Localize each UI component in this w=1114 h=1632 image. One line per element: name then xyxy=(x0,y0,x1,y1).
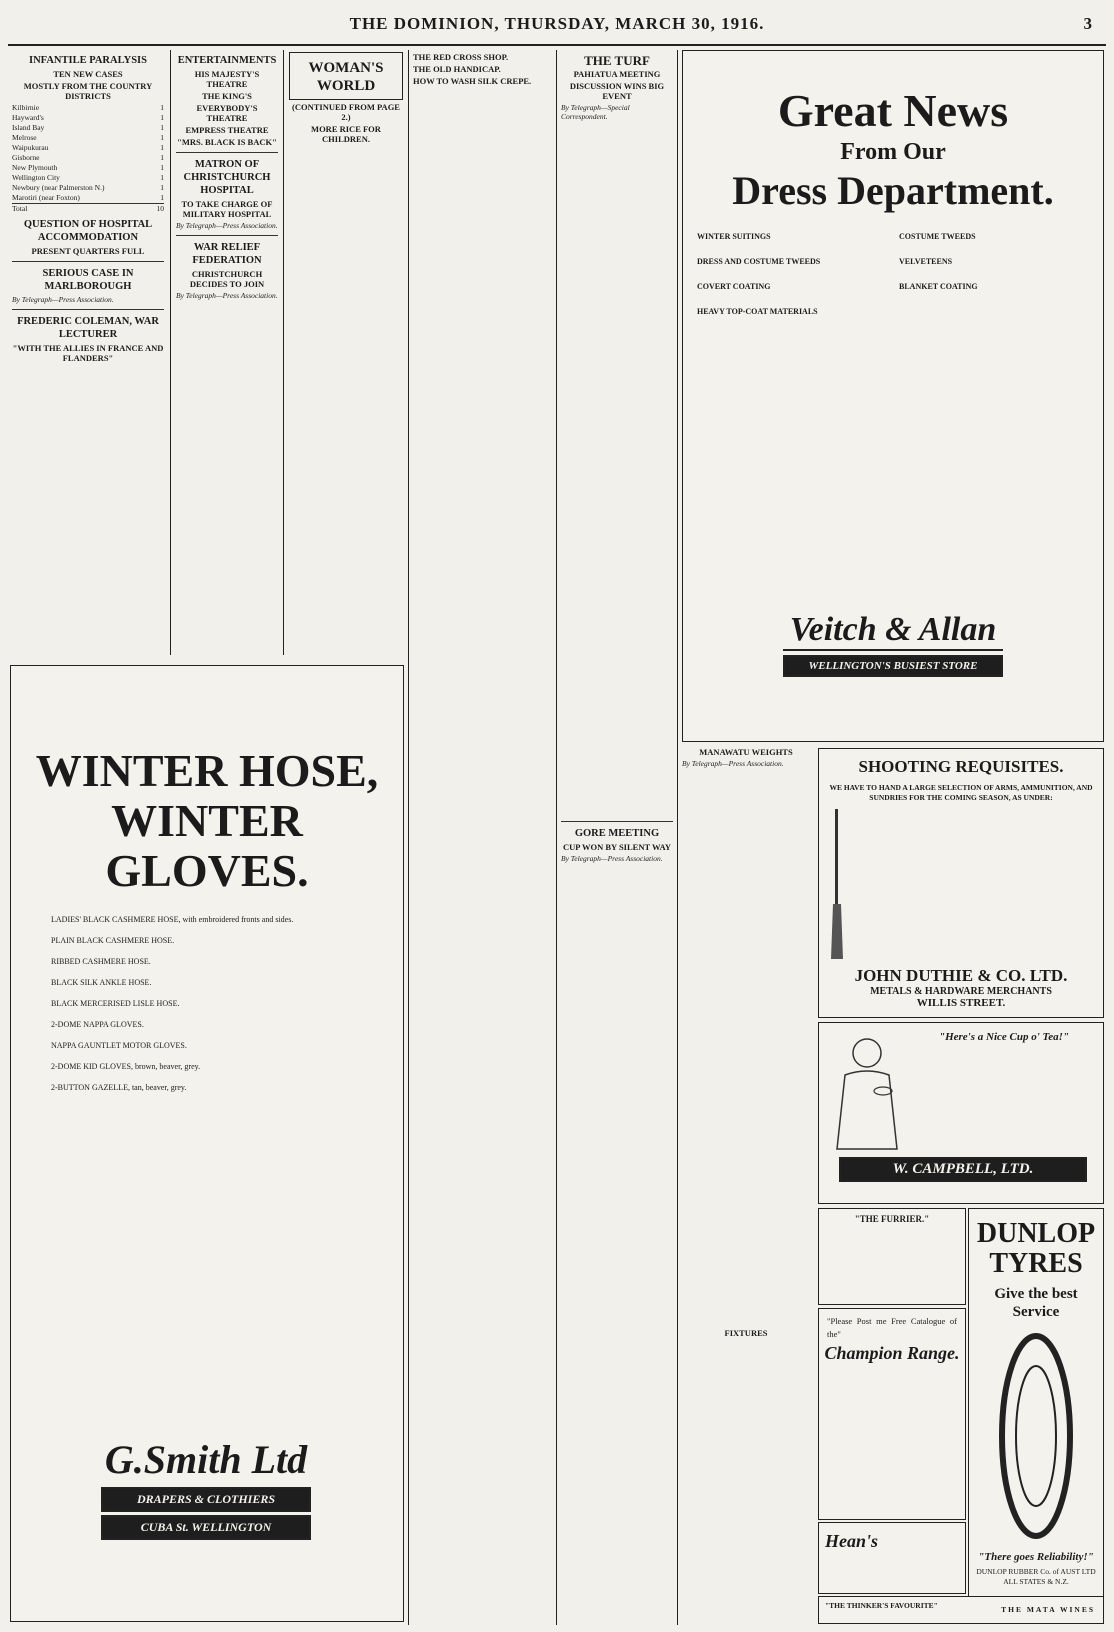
list-item: Melrose 1 xyxy=(12,133,164,142)
subhead: HOW TO WASH SILK CREPE. xyxy=(413,76,532,86)
list-item: WINTER SUITINGS xyxy=(697,232,771,241)
shotgun-illustration xyxy=(829,809,845,959)
subhead: (CONTINUED FROM PAGE 2.) xyxy=(292,102,400,122)
subhead: PAHIATUA MEETING xyxy=(573,69,661,79)
brand-sub: WELLINGTON'S BUSIEST STORE xyxy=(783,655,1003,677)
column-turf-cont xyxy=(682,745,810,1625)
veitch-allan-logo xyxy=(783,611,1003,677)
newspaper-title: THE DOMINION, THURSDAY, MARCH 30, 1916. xyxy=(349,14,765,33)
ad-item-list xyxy=(51,914,363,1093)
list-item: COVERT COATING xyxy=(697,282,771,291)
byline: By Telegraph—Press Association. xyxy=(12,295,114,304)
ad-champion-range xyxy=(818,1308,966,1520)
list-item: Hayward's 1 xyxy=(12,113,164,122)
footer-right: THE MATA WINES xyxy=(1001,1605,1095,1614)
ad-coupon: "Please Post me Free Catalogue of the" xyxy=(827,1316,957,1339)
headline-infantile-paralysis: INFANTILE PARALYSIS xyxy=(29,55,147,66)
ad-shooting-requisites xyxy=(818,748,1104,1018)
divider xyxy=(176,152,278,153)
column-divider xyxy=(556,50,557,1625)
ad-title-line1: WINTER HOSE, xyxy=(35,745,379,796)
subhead: MORE RICE FOR CHILDREN. xyxy=(311,124,381,144)
headline: MATRON OF CHRISTCHURCH HOSPITAL xyxy=(183,159,271,196)
headline: GORE MEETING xyxy=(574,828,660,839)
list-item: New Plymouth 1 xyxy=(12,163,164,172)
byline: By Telegraph—Press Association. xyxy=(561,854,663,863)
woman-with-teacup-icon xyxy=(827,1031,907,1151)
masthead-rule xyxy=(8,44,1106,46)
subhead: PRESENT QUARTERS FULL xyxy=(31,246,145,256)
ad-heans xyxy=(818,1522,966,1594)
ad-title: "THE FURRIER." xyxy=(854,1214,930,1224)
column-divider xyxy=(170,50,171,655)
byline: By Telegraph—Press Association. xyxy=(682,759,784,768)
list-item: NAPPA GAUNTLET MOTOR GLOVES. xyxy=(51,1041,187,1050)
ad-footer: DUNLOP RUBBER Co. of AUST LTD ALL STATES & N.Z. xyxy=(976,1567,1096,1586)
list-item: LADIES' BLACK CASHMERE HOSE, with embroidered fronts and sides. xyxy=(51,915,294,924)
ad-items-right xyxy=(899,231,1089,331)
duthie-block xyxy=(819,966,1103,1009)
ad-dunlop-tyres xyxy=(968,1208,1104,1615)
column-divider xyxy=(677,50,678,1625)
subhead: FIXTURES xyxy=(724,1328,768,1338)
list-item: PLAIN BLACK CASHMERE HOSE. xyxy=(51,936,175,945)
ad-winter-hose xyxy=(10,665,404,1622)
list-item: Gisborne 1 xyxy=(12,153,164,162)
ad-footer-strip xyxy=(818,1596,1104,1624)
masthead xyxy=(0,6,1114,44)
column-divider xyxy=(408,50,409,1625)
headline-the-turf: THE TURF xyxy=(584,53,650,68)
divider xyxy=(561,821,673,822)
headline: FREDERIC COLEMAN, WAR LECTURER xyxy=(17,316,159,340)
ad-from: From Our xyxy=(840,139,946,165)
firm-name: JOHN DUTHIE & CO. LTD. xyxy=(854,966,1068,985)
firm-sub: METALS & HARDWARE MERCHANTS xyxy=(870,986,1052,997)
list-item: RIBBED CASHMERE HOSE. xyxy=(51,957,151,966)
brand-name: Hean's xyxy=(825,1531,879,1551)
subhead: CHRISTCHURCH DECIDES TO JOIN xyxy=(189,269,265,289)
smith-logo xyxy=(101,1436,311,1540)
list-item: 2-DOME KID GLOVES, brown, beaver, grey. xyxy=(51,1062,201,1071)
list-item: Kilbirnie 1 xyxy=(12,103,164,112)
list-item: Waipukurau 1 xyxy=(12,143,164,152)
headline: WAR RELIEF FEDERATION xyxy=(192,242,262,266)
divider xyxy=(12,309,164,310)
subhead: EMPRESS THEATRE xyxy=(185,125,269,135)
ad-items xyxy=(697,231,1089,331)
subhead: "WITH THE ALLIES IN FRANCE AND FLANDERS" xyxy=(12,343,164,363)
list-item: COSTUME TWEEDS xyxy=(899,232,976,241)
ad-great-news xyxy=(682,50,1104,742)
list-item: BLANKET COATING xyxy=(899,282,978,291)
subhead: MANAWATU WEIGHTS xyxy=(699,747,793,757)
campbell-logo: W. CAMPBELL, LTD. xyxy=(839,1157,1087,1182)
divider xyxy=(176,235,278,236)
subhead: TO TAKE CHARGE OF MILITARY HOSPITAL xyxy=(181,199,273,219)
headline: SERIOUS CASE IN MARLBOROUGH xyxy=(42,268,134,292)
ad-department: Dress Department. xyxy=(732,168,1054,213)
list-item: Island Bay 1 xyxy=(12,123,164,132)
column-womans-world xyxy=(289,50,403,655)
divider xyxy=(12,261,164,262)
column-divider xyxy=(283,50,284,655)
subhead: EVERYBODY'S THEATRE xyxy=(196,103,258,123)
brand-name: Veitch & Allan xyxy=(783,611,1003,651)
subhead: TEN NEW CASES xyxy=(53,69,123,79)
list-total: Total 10 xyxy=(12,204,164,213)
cases-list xyxy=(12,103,164,214)
ad-title-line2: WINTER GLOVES. xyxy=(105,795,309,896)
list-item: Wellington City 1 xyxy=(12,173,164,182)
brand-name: G.Smith Ltd xyxy=(104,1437,308,1482)
ad-title: Champion Range. xyxy=(824,1343,960,1363)
column-news-1 xyxy=(12,50,164,655)
list-item: Newbury (near Palmerston N.) 1 xyxy=(12,183,164,192)
tyre-illustration xyxy=(996,1331,1076,1541)
list-item: 2-DOME NAPPA GLOVES. xyxy=(51,1020,144,1029)
list-item: BLACK SILK ANKLE HOSE. xyxy=(51,978,152,987)
subhead: MOSTLY FROM THE COUNTRY DISTRICTS xyxy=(23,81,153,101)
tyre-icon xyxy=(996,1331,1076,1541)
list-item: 2-BUTTON GAZELLE, tan, beaver, grey. xyxy=(51,1083,187,1092)
ad-title: SHOOTING REQUISITES. xyxy=(858,757,1064,776)
ad-title: DUNLOP TYRES xyxy=(976,1218,1096,1279)
shotgun-icon xyxy=(829,809,845,959)
byline: By Telegraph—Press Association. xyxy=(176,221,278,230)
ad-nice-cup-of-tea xyxy=(818,1022,1104,1204)
brand-sub: DRAPERS & CLOTHIERS xyxy=(101,1487,311,1512)
column-entertainments xyxy=(176,50,278,655)
list-item: HEAVY TOP-COAT MATERIALS xyxy=(697,307,818,316)
subhead: CUP WON BY SILENT WAY xyxy=(562,842,672,852)
column-turf xyxy=(561,50,673,1625)
ad-furrier xyxy=(818,1208,966,1305)
page-number: 3 xyxy=(1083,14,1092,33)
subhead: DISCUSSION WINS BIG EVENT xyxy=(569,81,665,101)
subhead: THE RED CROSS SHOP. xyxy=(413,52,509,62)
subhead: THE KING'S xyxy=(202,91,252,101)
subhead: HIS MAJESTY'S THEATRE xyxy=(194,69,260,89)
footer-left: "THE THINKER'S FAVOURITE" xyxy=(825,1601,938,1610)
ad-title: "Here's a Nice Cup o' Tea!" xyxy=(938,1031,1070,1043)
list-item: DRESS AND COSTUME TWEEDS xyxy=(697,257,821,266)
firm-address: WILLIS STREET. xyxy=(916,997,1006,1009)
womans-world-banner xyxy=(289,52,403,100)
ad-title: Great News xyxy=(777,85,1009,136)
byline: By Telegraph—Special Correspondent. xyxy=(561,103,630,121)
tea-illustration xyxy=(827,1031,907,1151)
byline: By Telegraph—Press Association. xyxy=(176,291,278,300)
list-item: BLACK MERCERISED LISLE HOSE. xyxy=(51,999,180,1008)
ad-tag: WE HAVE TO HAND A LARGE SELECTION OF ARMS, AMMUNITION, AND SUNDRIES FOR THE COMING SEASON, AS UNDER: xyxy=(829,783,1093,802)
list-item: VELVETEENS xyxy=(899,257,953,266)
ad-items-left xyxy=(697,231,887,331)
subhead: THE OLD HANDICAP. xyxy=(413,64,501,74)
brand-address: CUBA St. WELLINGTON xyxy=(101,1515,311,1540)
column-womans-world-cont xyxy=(413,50,551,1625)
ad-slogan-2: "There goes Reliability!" xyxy=(978,1551,1094,1563)
headline: QUESTION OF HOSPITAL ACCOMMODATION xyxy=(23,219,153,243)
headline-entertainments: ENTERTAINMENTS xyxy=(177,55,277,66)
list-item: Marotiri (near Foxton) 1 xyxy=(12,193,164,202)
ad-slogan: Give the best Service xyxy=(994,1286,1078,1320)
headline-womans-world: WOMAN'S WORLD xyxy=(308,60,384,94)
subhead: "MRS. BLACK IS BACK" xyxy=(177,137,277,147)
